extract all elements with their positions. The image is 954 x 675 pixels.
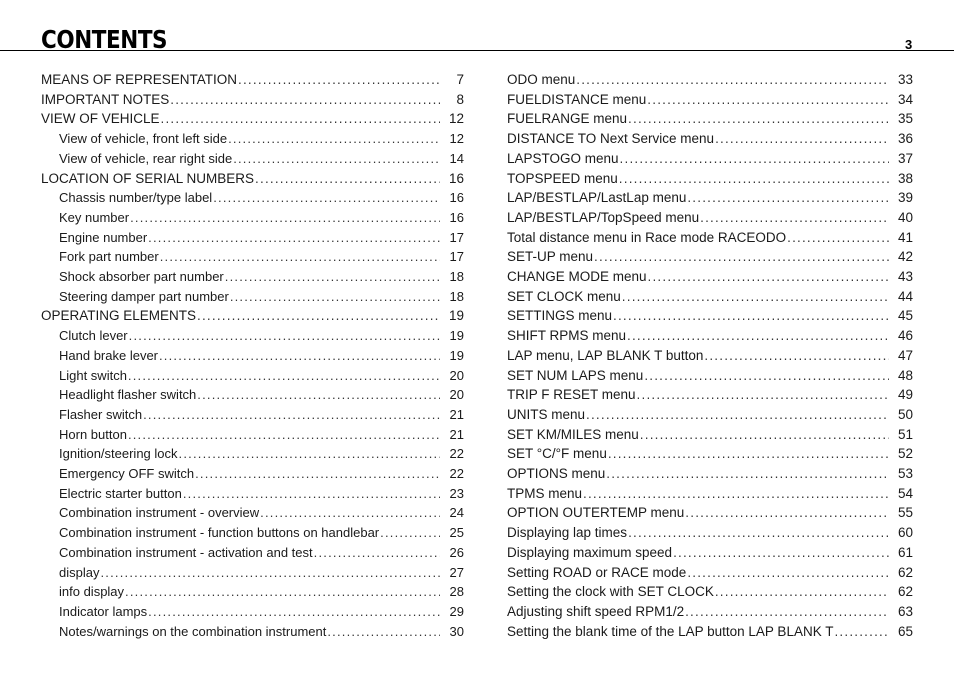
toc-entry-label: View of vehicle, front left side xyxy=(59,131,228,147)
toc-entry-page: 61 xyxy=(897,544,913,560)
dot-leader xyxy=(160,247,440,267)
toc-entry-label: FUELDISTANCE menu xyxy=(507,91,647,107)
toc-entry-label: Steering damper part number xyxy=(59,288,229,304)
toc-entry-page: 62 xyxy=(897,564,913,580)
dot-leader xyxy=(594,247,889,267)
toc-entry-page: 19 xyxy=(449,328,464,344)
toc-entry-page: 50 xyxy=(897,406,913,422)
dot-leader xyxy=(148,228,440,248)
toc-entry-page: 12 xyxy=(449,131,464,147)
toc-entry[interactable] xyxy=(507,188,913,208)
toc-entry-page: 63 xyxy=(897,603,913,619)
toc-entry-page: 60 xyxy=(897,525,913,541)
toc-entry-label: TRIP F RESET menu xyxy=(507,387,636,403)
toc-entry-page: 24 xyxy=(449,505,464,521)
toc-entry-page: 12 xyxy=(448,111,464,127)
toc-entry-label: Chassis number/type label xyxy=(59,190,213,206)
toc-entry-label: LOCATION OF SERIAL NUMBERS xyxy=(41,170,255,186)
toc-entry-page: 22 xyxy=(449,446,464,462)
toc-entry[interactable] xyxy=(507,503,913,523)
toc-entry-page: 44 xyxy=(897,288,913,304)
toc-entry-label: Clutch lever xyxy=(59,328,128,344)
toc-entry-label: LAPSTOGO menu xyxy=(507,150,619,166)
toc-entry-page: 34 xyxy=(897,91,913,107)
dot-leader xyxy=(687,188,889,208)
toc-entry[interactable] xyxy=(41,346,464,366)
toc-entry-label: Headlight flasher switch xyxy=(59,387,197,403)
toc-entry[interactable] xyxy=(507,228,913,248)
toc-entry-label: Emergency OFF switch xyxy=(59,466,195,482)
toc-entry-page: 20 xyxy=(449,387,464,403)
dot-leader xyxy=(225,267,440,287)
toc-entry-page: 16 xyxy=(449,209,464,225)
toc-entry[interactable] xyxy=(507,306,913,326)
toc-entry-label: TOPSPEED menu xyxy=(507,170,618,186)
toc-entry-page: 30 xyxy=(449,623,464,639)
toc-entry-page: 8 xyxy=(456,91,464,107)
dot-leader xyxy=(129,326,440,346)
dot-leader xyxy=(148,602,440,622)
toc-entry[interactable] xyxy=(41,228,464,248)
toc-entry-page: 41 xyxy=(897,229,913,245)
toc-entry-page: 37 xyxy=(897,150,913,166)
toc-entry-label: Engine number xyxy=(59,229,148,245)
toc-entry-label: View of vehicle, rear right side xyxy=(59,150,233,166)
toc-entry-page: 49 xyxy=(897,387,913,403)
toc-entry-page: 35 xyxy=(897,111,913,127)
toc-entry[interactable] xyxy=(41,563,464,583)
dot-leader xyxy=(195,464,440,484)
toc-entry-label: info display xyxy=(59,584,125,600)
toc-entry-page: 21 xyxy=(449,406,464,422)
dot-leader xyxy=(685,602,889,622)
page-number: 3 xyxy=(905,37,913,52)
toc-entry-page: 18 xyxy=(449,288,464,304)
toc-entry-page: 17 xyxy=(449,229,464,245)
toc-entry[interactable] xyxy=(41,405,464,425)
toc-entry-page: 48 xyxy=(897,367,913,383)
dot-leader xyxy=(128,425,440,445)
dot-leader xyxy=(143,405,440,425)
toc-entry[interactable] xyxy=(41,385,464,405)
toc-entry[interactable] xyxy=(41,543,464,563)
toc-entry-page: 16 xyxy=(449,190,464,206)
toc-entry[interactable] xyxy=(41,523,464,543)
toc-entry[interactable] xyxy=(41,444,464,464)
dot-leader xyxy=(619,169,889,189)
page-title: CONTENTS xyxy=(41,25,168,54)
toc-entry[interactable] xyxy=(507,208,913,228)
dot-leader xyxy=(586,405,889,425)
toc-entry[interactable] xyxy=(41,109,464,129)
toc-entry[interactable] xyxy=(507,405,913,425)
toc-entry-label: Hand brake lever xyxy=(59,347,158,363)
toc-entry[interactable] xyxy=(41,484,464,504)
dot-leader xyxy=(576,70,889,90)
toc-entry-page: 36 xyxy=(897,131,913,147)
toc-right-column xyxy=(507,70,913,641)
toc-entry[interactable] xyxy=(41,149,464,169)
toc-entry-label: Combination instrument - activation and test xyxy=(59,544,313,560)
toc-entry-page: 29 xyxy=(449,603,464,619)
toc-entry[interactable] xyxy=(507,267,913,287)
toc-entry[interactable] xyxy=(507,484,913,504)
toc-entry-label: SHIFT RPMS menu xyxy=(507,328,627,344)
toc-entry[interactable] xyxy=(507,543,913,563)
toc-entry-label: SET KM/MILES menu xyxy=(507,426,639,442)
toc-entry[interactable] xyxy=(41,208,464,228)
toc-entry-page: 52 xyxy=(897,446,913,462)
toc-entry[interactable] xyxy=(507,582,913,602)
toc-entry[interactable] xyxy=(41,306,464,326)
toc-entry[interactable] xyxy=(41,129,464,149)
toc-entry-page: 27 xyxy=(449,564,464,580)
toc-entry-page: 14 xyxy=(449,150,464,166)
toc-entry-label: Combination instrument - function buttons on handlebar xyxy=(59,525,380,541)
toc-entry-label: Flasher switch xyxy=(59,406,143,422)
toc-entry[interactable] xyxy=(507,149,913,169)
toc-entry-page: 18 xyxy=(449,269,464,285)
toc-entry[interactable] xyxy=(507,622,913,642)
toc-entry-label: Shock absorber part number xyxy=(59,269,224,285)
toc-entry[interactable] xyxy=(507,169,913,189)
toc-entry[interactable] xyxy=(41,503,464,523)
header-divider xyxy=(0,50,954,51)
toc-entry[interactable] xyxy=(507,346,913,366)
toc-entry-label: SET °C/°F menu xyxy=(507,446,607,462)
toc-entry-page: 19 xyxy=(448,308,464,324)
toc-entry-page: 53 xyxy=(897,466,913,482)
toc-entry[interactable] xyxy=(507,90,913,110)
toc-entry[interactable] xyxy=(41,582,464,602)
toc-entry-page: 17 xyxy=(449,249,464,265)
toc-entry[interactable] xyxy=(41,326,464,346)
toc-entry[interactable] xyxy=(507,385,913,405)
toc-entry-label: DISTANCE TO Next Service menu xyxy=(507,131,715,147)
toc-entry-label: Ignition/steering lock xyxy=(59,446,178,462)
dot-leader xyxy=(628,109,889,129)
toc-entry-page: 43 xyxy=(897,269,913,285)
toc-entry-label: Total distance menu in Race mode RACEODO xyxy=(507,229,787,245)
dot-leader xyxy=(260,503,440,523)
dot-leader xyxy=(628,523,889,543)
toc-entry-page: 38 xyxy=(897,170,913,186)
dot-leader xyxy=(627,326,889,346)
toc-entry[interactable] xyxy=(41,464,464,484)
dot-leader xyxy=(179,444,440,464)
dot-leader xyxy=(197,385,440,405)
toc-entry-label: display xyxy=(59,564,100,580)
dot-leader xyxy=(620,149,889,169)
toc-entry-label: LAP menu, LAP BLANK T button xyxy=(507,347,704,363)
dot-leader xyxy=(130,208,440,228)
toc-entry-page: 26 xyxy=(449,544,464,560)
toc-entry-label: LAP/BESTLAP/TopSpeed menu xyxy=(507,209,700,225)
toc-entry-label: MEANS OF REPRESENTATION xyxy=(41,72,238,87)
dot-leader xyxy=(715,129,889,149)
toc-entry-label: FUELRANGE menu xyxy=(507,111,628,127)
toc-entry-label: Key number xyxy=(59,209,130,225)
toc-entry-label: Displaying lap times xyxy=(507,525,628,541)
toc-entry[interactable] xyxy=(41,267,464,287)
toc-entry[interactable] xyxy=(41,287,464,307)
dot-leader xyxy=(170,90,440,110)
toc-entry-page: 33 xyxy=(897,72,913,87)
toc-entry[interactable] xyxy=(507,602,913,622)
toc-entry-label: UNITS menu xyxy=(507,406,586,422)
toc-entry-label: Adjusting shift speed RPM1/2 xyxy=(507,603,685,619)
toc-entry-label: SET-UP menu xyxy=(507,249,594,265)
toc-entry-page: 20 xyxy=(449,367,464,383)
dot-leader xyxy=(787,228,889,248)
toc-entry-page: 28 xyxy=(449,584,464,600)
toc-entry-page: 51 xyxy=(897,426,913,442)
toc-entry[interactable] xyxy=(41,169,464,189)
dot-leader xyxy=(647,90,889,110)
dot-leader xyxy=(380,523,440,543)
toc-entry-page: 16 xyxy=(448,170,464,186)
toc-entry-page: 46 xyxy=(897,328,913,344)
dot-leader xyxy=(230,287,440,307)
dot-leader xyxy=(673,543,889,563)
toc-entry[interactable] xyxy=(507,366,913,386)
toc-entry[interactable] xyxy=(41,247,464,267)
toc-entry-page: 54 xyxy=(897,485,913,501)
dot-leader xyxy=(637,385,889,405)
dot-leader xyxy=(255,169,440,189)
toc-entry-page: 62 xyxy=(897,584,913,600)
toc-entry[interactable] xyxy=(507,425,913,445)
toc-entry-label: Electric starter button xyxy=(59,485,182,501)
toc-entry-page: 45 xyxy=(897,308,913,324)
toc-entry-label: Combination instrument - overview xyxy=(59,505,260,521)
dot-leader xyxy=(685,503,889,523)
toc-entry-label: TPMS menu xyxy=(507,485,583,501)
toc-entry-label: Setting the clock with SET CLOCK xyxy=(507,584,714,600)
toc-entry[interactable] xyxy=(507,523,913,543)
toc-entry-page: 39 xyxy=(897,190,913,206)
dot-leader xyxy=(700,208,889,228)
dot-leader xyxy=(183,484,440,504)
dot-leader xyxy=(100,563,440,583)
toc-entry-label: IMPORTANT NOTES xyxy=(41,91,170,107)
toc-entry[interactable] xyxy=(507,464,913,484)
toc-entry-label: Indicator lamps xyxy=(59,603,148,619)
dot-leader xyxy=(161,109,440,129)
dot-leader xyxy=(327,622,440,642)
dot-leader xyxy=(613,306,889,326)
dot-leader xyxy=(622,287,889,307)
toc-entry-page: 40 xyxy=(897,209,913,225)
toc-entry-label: OPTION OUTERTEMP menu xyxy=(507,505,685,521)
toc-left-column xyxy=(41,70,464,641)
toc-entry[interactable] xyxy=(41,602,464,622)
toc-entry-label: Notes/warnings on the combination instrument xyxy=(59,623,327,639)
toc-entry[interactable] xyxy=(507,287,913,307)
toc-entry-label: VIEW OF VEHICLE xyxy=(41,111,160,127)
toc-entry-label: OPTIONS menu xyxy=(507,466,606,482)
toc-entry-page: 22 xyxy=(449,466,464,482)
toc-entry-label: Light switch xyxy=(59,367,127,383)
toc-entry[interactable] xyxy=(41,188,464,208)
toc-entry[interactable] xyxy=(41,622,464,642)
toc-entry-label: CHANGE MODE menu xyxy=(507,269,647,285)
dot-leader xyxy=(238,70,440,90)
dot-leader xyxy=(715,582,889,602)
toc-entry-page: 23 xyxy=(449,485,464,501)
dot-leader xyxy=(213,188,440,208)
toc-entry-label: SET NUM LAPS menu xyxy=(507,367,644,383)
toc-entry-page: 65 xyxy=(897,623,913,639)
dot-leader xyxy=(608,444,889,464)
dot-leader xyxy=(159,346,440,366)
toc-entry-page: 21 xyxy=(449,426,464,442)
dot-leader xyxy=(314,543,440,563)
toc-entry-label: Displaying maximum speed xyxy=(507,544,673,560)
toc-entry-label: Setting ROAD or RACE mode xyxy=(507,564,687,580)
toc-entry-label: ODO menu xyxy=(507,72,576,87)
dot-leader xyxy=(687,563,889,583)
toc-entry-page: 47 xyxy=(897,347,913,363)
dot-leader xyxy=(583,484,889,504)
toc-entry-label: OPERATING ELEMENTS xyxy=(41,308,197,324)
dot-leader xyxy=(834,622,889,642)
dot-leader xyxy=(640,425,889,445)
toc-entry[interactable] xyxy=(507,129,913,149)
dot-leader xyxy=(125,582,440,602)
toc-entry-page: 7 xyxy=(456,72,464,87)
toc-entry[interactable] xyxy=(41,90,464,110)
toc-entry-label: Setting the blank time of the LAP button LAP BLANK T xyxy=(507,623,834,639)
toc-entry-label: SET CLOCK menu xyxy=(507,288,621,304)
toc-entry-label: LAP/BESTLAP/LastLap menu xyxy=(507,190,687,206)
toc-entry[interactable] xyxy=(41,366,464,386)
dot-leader xyxy=(606,464,889,484)
toc-entry[interactable] xyxy=(507,444,913,464)
toc-entry-label: Fork part number xyxy=(59,249,159,265)
dot-leader xyxy=(233,149,440,169)
dot-leader xyxy=(644,366,889,386)
toc-entry[interactable] xyxy=(507,326,913,346)
toc-entry[interactable] xyxy=(507,247,913,267)
toc-entry[interactable] xyxy=(507,563,913,583)
toc-entry-label: Horn button xyxy=(59,426,127,442)
toc-entry-page: 42 xyxy=(897,249,913,265)
toc-entry-page: 25 xyxy=(449,525,464,541)
toc-entry-page: 55 xyxy=(897,505,913,521)
toc-entry[interactable] xyxy=(507,70,913,90)
toc-entry[interactable] xyxy=(41,70,464,90)
toc-entry[interactable] xyxy=(507,109,913,129)
dot-leader xyxy=(648,267,889,287)
dot-leader xyxy=(228,129,440,149)
toc-entry[interactable] xyxy=(41,425,464,445)
dot-leader xyxy=(128,366,440,386)
toc-entry-page: 19 xyxy=(449,347,464,363)
dot-leader xyxy=(197,306,440,326)
toc-entry-label: SETTINGS menu xyxy=(507,308,613,324)
dot-leader xyxy=(704,346,889,366)
